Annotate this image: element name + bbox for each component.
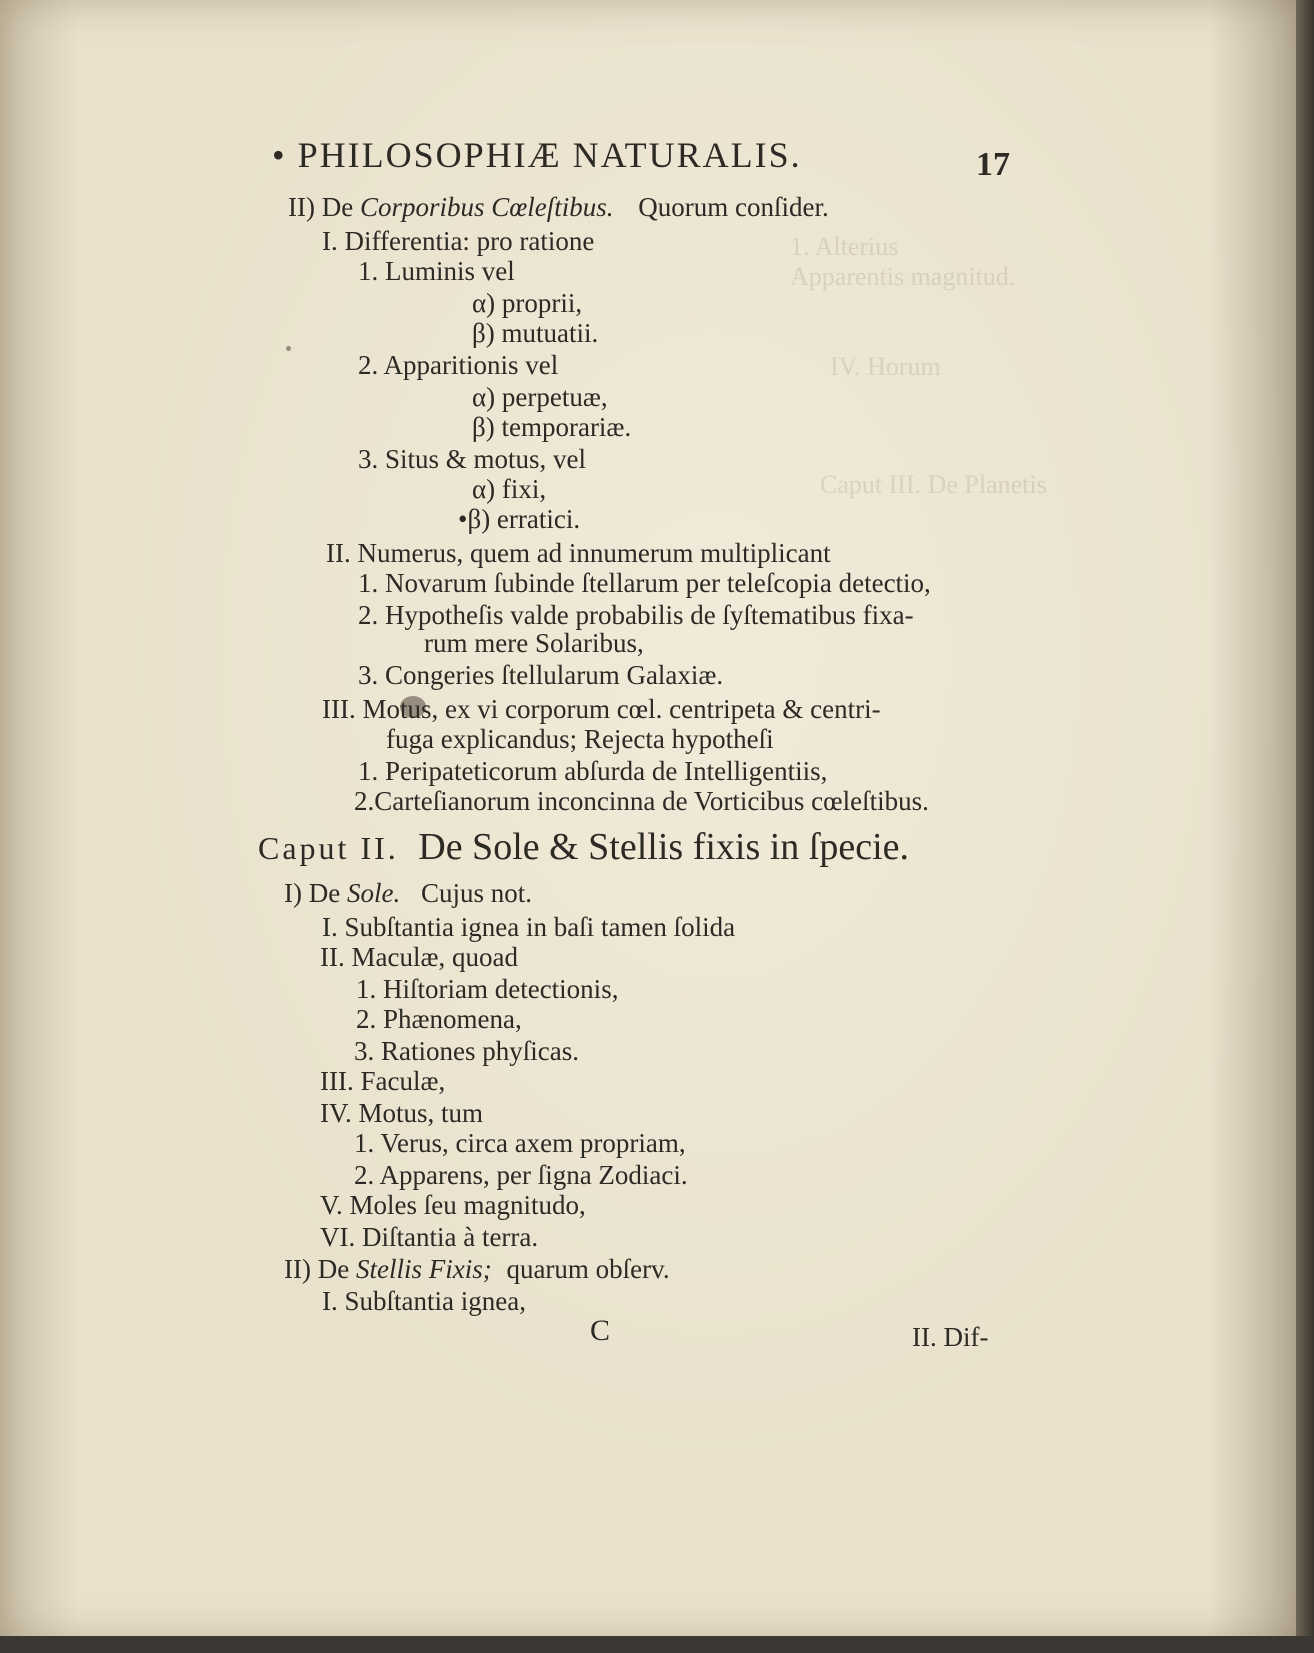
bleed-through: 1. Alterius [790,232,899,261]
bullet-mark: • [458,504,468,534]
outline-line: β) temporariæ. [472,412,632,442]
section-subject: Sole. [346,878,401,908]
section-rest: Quorum conſider. [638,192,829,222]
section-rest: Cujus not. [420,878,532,908]
page-number: 17 [976,146,1010,183]
outline-line: 2. Hypotheſis valde probabilis de ſyſtematibus fixa- [358,600,914,630]
outline-line: VI. Diſtantia à terra. [320,1222,539,1252]
section-rest: quarum obſerv. [506,1254,670,1284]
section-number: II) [284,1254,311,1284]
running-head-title: PHILOSOPHIÆ NATURALIS. [297,135,802,175]
outline-line: I. Subſtantia ignea in baſi tamen ſolida [322,912,736,942]
section-heading [284,1254,670,1284]
section-de: De [321,192,354,222]
outline-line: α) fixi, [472,474,547,504]
signature-mark: C [590,1314,611,1347]
outline-line: I. Differentia: pro ratione [322,226,595,256]
outline-line: β) mutuatii. [472,318,599,348]
scan-border [0,1636,1314,1653]
outline-line: rum mere Solaribus, [424,628,644,658]
outline-line: 2. Apparitionis vel [358,350,559,380]
catchword: II. Dif- [912,1322,989,1352]
section-number: II) [288,192,315,222]
outline-line: 2. Apparens, per ſigna Zodiaci. [354,1160,688,1190]
outline-line: α) proprii, [472,288,583,318]
section-de: De [308,878,341,908]
outline-line: I. Subſtantia ignea, [322,1286,526,1316]
outline-line: II. Numerus, quem ad innumerum multiplicant [326,538,831,568]
outline-line: 1. Verus, circa axem propriam, [354,1128,686,1158]
outline-text: β) erratici. [467,504,581,534]
section-de: De [317,1254,350,1284]
bleed-through: Apparentis magnitud. [790,262,1016,291]
outline-line: V. Moles ſeu magnitudo, [320,1190,586,1220]
outline-line: 2.Carteſianorum inconcinna de Vorticibus cœleſtibus. [354,786,929,816]
outline-line: fuga explicandus; Rejecta hypotheſi [386,724,774,754]
outline-line: α) perpetuæ, [472,382,608,412]
outline-line: 3. Situs & motus, vel [358,444,587,474]
outline-line: 1. Luminis vel [358,256,515,286]
outline-line [458,504,580,534]
ink-speck [286,346,291,351]
outline-line: 2. Phænomena, [356,1004,522,1034]
section-heading [288,192,829,222]
outline-line: 3. Rationes phyſicas. [354,1036,579,1066]
outline-line: 1. Novarum ſubinde ſtellarum per teleſcopia detectio, [358,568,931,598]
section-heading [284,878,532,908]
chapter-label: Caput II. [258,830,399,866]
outline-line: 1. Hiſtoriam detectionis, [356,974,619,1004]
page-edge [1296,0,1314,1653]
bleed-through: Caput III. De Planetis [820,470,1047,499]
chapter-title: De Sole & Stellis fixis in ſpecie. [418,826,910,868]
outline-line: 1. Peripateticorum abſurda de Intelligentiis, [358,756,828,786]
bullet-mark: • [272,135,287,175]
section-subject: Stellis Fixis; [355,1254,492,1284]
section-subject: Corporibus Cœleſtibus. [359,192,614,222]
section-number: I) [284,878,302,908]
outline-line: IV. Motus, tum [320,1098,484,1128]
outline-line: III. Motus, ex vi corporum cœl. centripeta & centri- [322,694,881,724]
running-head [272,135,802,175]
outline-line: 3. Congeries ſtellularum Galaxiæ. [358,660,724,690]
outline-line: III. Faculæ, [320,1066,446,1096]
outline-line: II. Maculæ, quoad [320,942,518,972]
bleed-through: IV. Horum [830,352,941,381]
chapter-heading [258,826,910,868]
